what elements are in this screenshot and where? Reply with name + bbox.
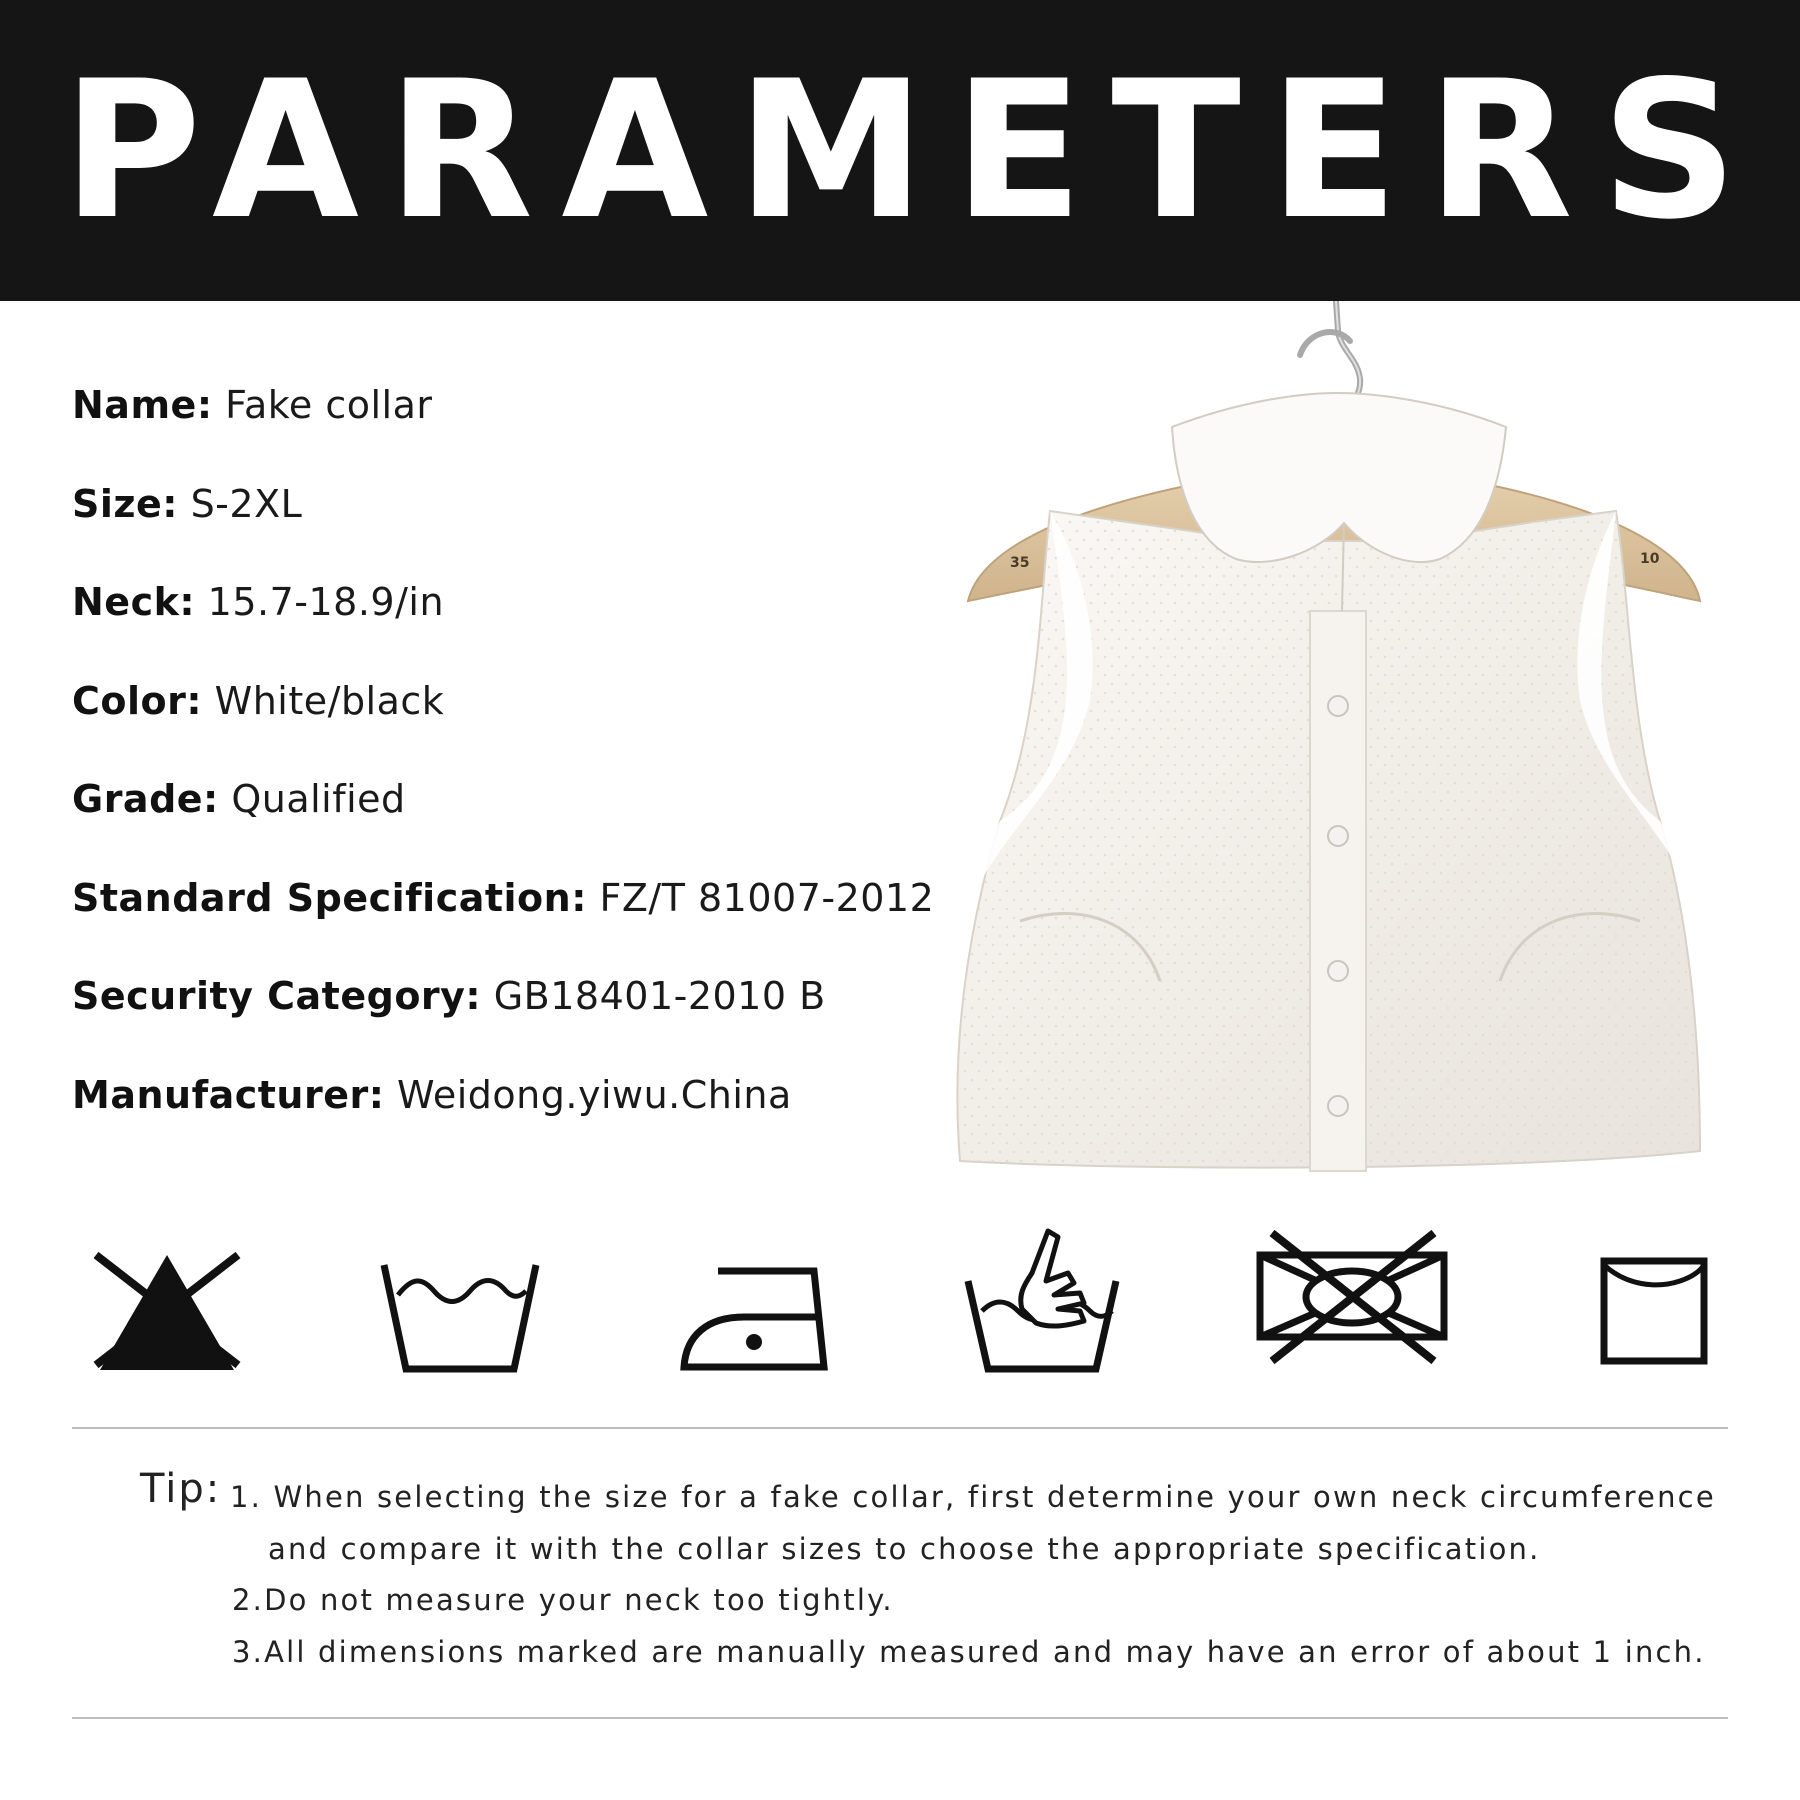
hanger-left-number: 35 <box>1010 555 1030 571</box>
param-label: Manufacturer: <box>72 1072 385 1117</box>
param-name <box>72 375 932 474</box>
param-color <box>72 671 932 770</box>
tip-line-2: 2.Do not measure your neck too tightly. <box>232 1583 894 1617</box>
param-value: GB18401-2010 B <box>481 974 826 1018</box>
param-grade <box>72 769 932 868</box>
param-label: Security Category: <box>72 974 482 1018</box>
collar-shirt <box>957 393 1700 1171</box>
param-value: Qualified <box>218 777 406 821</box>
tip-line-1-cont: and compare it with the collar sizes to choose the appropriate specification. <box>268 1532 1541 1566</box>
hanger-right-number: 10 <box>1640 551 1660 567</box>
param-label: Grade: <box>72 777 219 821</box>
divider-bottom <box>72 1717 1728 1719</box>
parameter-list <box>72 375 935 1163</box>
param-value: S-2XL <box>177 481 303 526</box>
do-not-bleach-icon <box>92 1225 242 1375</box>
param-value: 15.7-18.9/in <box>195 580 445 624</box>
param-label: Neck: <box>72 580 196 624</box>
line-dry-icon <box>1596 1225 1716 1375</box>
tip-line-1: 1. When selecting the size for a fake collar, first determine your own neck circumference <box>230 1480 1716 1514</box>
param-value: Weidong.yiwu.China <box>384 1072 792 1117</box>
param-neck <box>72 572 932 671</box>
param-label: Name: <box>72 383 213 427</box>
param-standard <box>72 868 935 967</box>
tip-line-3: 3.All dimensions marked are manually measured and may have an error of about 1 inch. <box>232 1635 1706 1669</box>
divider-top <box>72 1427 1728 1429</box>
wash-30-icon <box>378 1225 542 1375</box>
param-value: FZ/T 81007-2012 <box>586 875 935 920</box>
product-image <box>940 301 1730 1181</box>
param-value: Fake collar <box>212 383 433 427</box>
do-not-tumble-dry-icon <box>1252 1225 1452 1375</box>
param-security <box>72 966 932 1065</box>
tip-label: Tip: <box>140 1466 222 1512</box>
param-size <box>72 474 932 573</box>
param-label: Standard Specification: <box>72 875 587 920</box>
hand-wash-icon <box>962 1225 1122 1375</box>
page-title: PARAMETERS <box>62 39 1766 261</box>
header-banner <box>0 0 1800 301</box>
param-value: White/black <box>202 678 445 723</box>
iron-low-icon <box>678 1225 828 1375</box>
param-manufacturer <box>72 1065 932 1164</box>
care-icons <box>0 1225 1800 1385</box>
param-label: Color: <box>72 678 203 723</box>
param-label: Size: <box>72 481 178 526</box>
